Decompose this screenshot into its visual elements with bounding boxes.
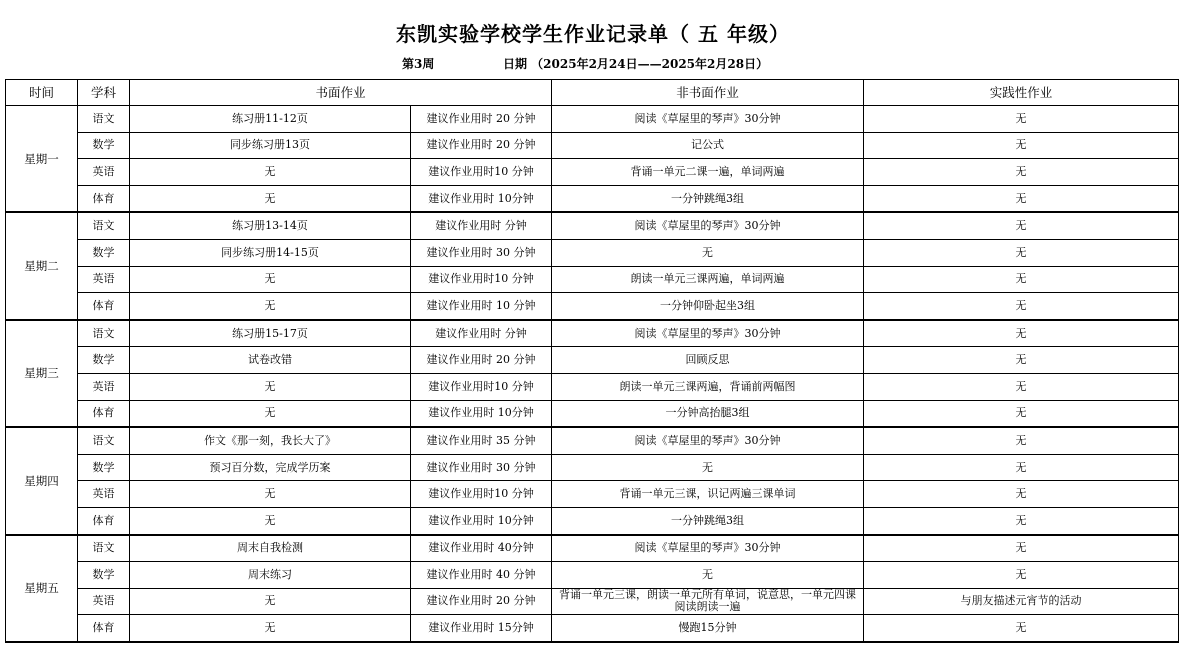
time-cell: 建议作业用时 20 分钟 (411, 106, 552, 133)
table-row (6, 347, 1179, 374)
table-row (6, 615, 1179, 642)
time-cell: 建议作业用时 15分钟 (411, 615, 552, 642)
subject-cell: 英语 (78, 159, 130, 186)
day-cell: 星期二 (6, 212, 78, 319)
time-cell: 建议作业用时 分钟 (411, 320, 552, 347)
written-cell: 无 (130, 588, 411, 615)
nonwritten-cell: 背诵一单元三课，朗读一单元所有单词，说意思，一单元四课阅读朗读一遍 (552, 588, 864, 615)
header-time: 时间 (6, 80, 78, 106)
nonwritten-cell: 无 (552, 454, 864, 481)
written-cell: 练习册15-17页 (130, 320, 411, 347)
nonwritten-cell: 阅读《草屋里的琴声》30分钟 (552, 320, 864, 347)
time-cell: 建议作业用时 10分钟 (411, 400, 552, 427)
written-cell: 无 (130, 400, 411, 427)
time-cell: 建议作业用时 35 分钟 (411, 427, 552, 454)
table-row (6, 266, 1179, 293)
nonwritten-cell: 回顾反思 (552, 347, 864, 374)
table-row (6, 212, 1179, 239)
nonwritten-cell: 朗读一单元三课两遍，单词两遍 (552, 266, 864, 293)
written-cell: 练习册13-14页 (130, 212, 411, 239)
subject-cell: 数学 (78, 239, 130, 266)
header-row (6, 80, 1179, 106)
table-row (6, 507, 1179, 534)
table-row (6, 132, 1179, 159)
written-cell: 无 (130, 185, 411, 212)
table-row (6, 293, 1179, 320)
homework-table (5, 79, 1179, 643)
written-cell: 预习百分数，完成学历案 (130, 454, 411, 481)
nonwritten-cell: 阅读《草屋里的琴声》30分钟 (552, 106, 864, 133)
practice-cell: 无 (864, 373, 1179, 400)
subject-cell: 体育 (78, 507, 130, 534)
practice-cell: 无 (864, 454, 1179, 481)
time-cell: 建议作业用时10 分钟 (411, 266, 552, 293)
page-title: 东凯实验学校学生作业记录单（ 五 年级） (396, 22, 790, 46)
practice-cell: 无 (864, 535, 1179, 562)
subject-cell: 数学 (78, 562, 130, 589)
practice-cell: 无 (864, 347, 1179, 374)
practice-cell: 无 (864, 212, 1179, 239)
nonwritten-cell: 慢跑15分钟 (552, 615, 864, 642)
practice-cell: 无 (864, 320, 1179, 347)
table-row (6, 481, 1179, 508)
table-row (6, 185, 1179, 212)
written-cell: 同步练习册13页 (130, 132, 411, 159)
written-cell: 无 (130, 615, 411, 642)
subject-cell: 英语 (78, 266, 130, 293)
subject-cell: 语文 (78, 427, 130, 454)
practice-cell: 无 (864, 293, 1179, 320)
nonwritten-cell: 背诵一单元三课，识记两遍三课单词 (552, 481, 864, 508)
practice-cell: 无 (864, 615, 1179, 642)
written-cell: 同步练习册14-15页 (130, 239, 411, 266)
subject-cell: 体育 (78, 293, 130, 320)
practice-cell: 无 (864, 106, 1179, 133)
day-cell: 星期三 (6, 320, 78, 427)
subject-cell: 英语 (78, 373, 130, 400)
practice-cell: 与朋友描述元宵节的活动 (864, 588, 1179, 615)
practice-cell: 无 (864, 266, 1179, 293)
time-cell: 建议作业用时 30 分钟 (411, 454, 552, 481)
nonwritten-cell: 阅读《草屋里的琴声》30分钟 (552, 535, 864, 562)
day-cell: 星期四 (6, 427, 78, 534)
nonwritten-cell: 阅读《草屋里的琴声》30分钟 (552, 212, 864, 239)
time-cell: 建议作业用时 20 分钟 (411, 132, 552, 159)
day-cell: 星期一 (6, 106, 78, 213)
written-cell: 无 (130, 159, 411, 186)
nonwritten-cell: 朗读一单元三课两遍，背诵前两幅图 (552, 373, 864, 400)
nonwritten-cell: 一分钟仰卧起坐3组 (552, 293, 864, 320)
table-row (6, 106, 1179, 133)
time-cell: 建议作业用时 30 分钟 (411, 239, 552, 266)
nonwritten-cell: 无 (552, 562, 864, 589)
subject-cell: 数学 (78, 347, 130, 374)
table-row (6, 400, 1179, 427)
nonwritten-cell: 一分钟跳绳3组 (552, 185, 864, 212)
practice-cell: 无 (864, 239, 1179, 266)
subject-cell: 语文 (78, 212, 130, 239)
written-cell: 无 (130, 373, 411, 400)
table-body (6, 106, 1179, 642)
subject-cell: 语文 (78, 106, 130, 133)
table-row (6, 373, 1179, 400)
practice-cell: 无 (864, 427, 1179, 454)
header-practice: 实践性作业 (864, 80, 1179, 106)
date-range: 日期 （2025年2月24日——2025年2月28日） (503, 57, 769, 71)
time-cell: 建议作业用时10 分钟 (411, 373, 552, 400)
time-cell: 建议作业用时 40 分钟 (411, 562, 552, 589)
written-cell: 周末自我检测 (130, 535, 411, 562)
table-row (6, 535, 1179, 562)
table-row (6, 320, 1179, 347)
time-cell: 建议作业用时 20 分钟 (411, 588, 552, 615)
subject-cell: 数学 (78, 132, 130, 159)
subject-cell: 体育 (78, 615, 130, 642)
nonwritten-cell: 无 (552, 239, 864, 266)
header-written: 书面作业 (130, 80, 552, 106)
subject-cell: 英语 (78, 588, 130, 615)
time-cell: 建议作业用时10 分钟 (411, 481, 552, 508)
nonwritten-cell: 阅读《草屋里的琴声》30分钟 (552, 427, 864, 454)
practice-cell: 无 (864, 132, 1179, 159)
time-cell: 建议作业用时 10分钟 (411, 185, 552, 212)
nonwritten-cell: 记公式 (552, 132, 864, 159)
day-cell: 星期五 (6, 535, 78, 642)
subject-cell: 体育 (78, 185, 130, 212)
week-label: 第3周 (402, 57, 435, 71)
written-cell: 作文《那一刻，我长大了》 (130, 427, 411, 454)
written-cell: 试卷改错 (130, 347, 411, 374)
table-row (6, 239, 1179, 266)
header-subject: 学科 (78, 80, 130, 106)
time-cell: 建议作业用时 40分钟 (411, 535, 552, 562)
written-cell: 无 (130, 481, 411, 508)
table-row (6, 454, 1179, 481)
time-cell: 建议作业用时 分钟 (411, 212, 552, 239)
subject-cell: 英语 (78, 481, 130, 508)
practice-cell: 无 (864, 185, 1179, 212)
time-cell: 建议作业用时10 分钟 (411, 159, 552, 186)
table-row (6, 427, 1179, 454)
header-nonwritten: 非书面作业 (552, 80, 864, 106)
nonwritten-cell: 一分钟高抬腿3组 (552, 400, 864, 427)
time-cell: 建议作业用时 20 分钟 (411, 347, 552, 374)
written-cell: 无 (130, 507, 411, 534)
table-row (6, 159, 1179, 186)
practice-cell: 无 (864, 507, 1179, 534)
subject-cell: 语文 (78, 320, 130, 347)
practice-cell: 无 (864, 159, 1179, 186)
subject-cell: 体育 (78, 400, 130, 427)
written-cell: 无 (130, 293, 411, 320)
table-row (6, 588, 1179, 615)
practice-cell: 无 (864, 562, 1179, 589)
written-cell: 练习册11-12页 (130, 106, 411, 133)
subject-cell: 数学 (78, 454, 130, 481)
nonwritten-cell: 背诵一单元二课一遍，单词两遍 (552, 159, 864, 186)
subtitle-row (0, 55, 1186, 73)
practice-cell: 无 (864, 400, 1179, 427)
nonwritten-cell: 一分钟跳绳3组 (552, 507, 864, 534)
time-cell: 建议作业用时 10分钟 (411, 507, 552, 534)
time-cell: 建议作业用时 10 分钟 (411, 293, 552, 320)
subject-cell: 语文 (78, 535, 130, 562)
written-cell: 无 (130, 266, 411, 293)
practice-cell: 无 (864, 481, 1179, 508)
written-cell: 周末练习 (130, 562, 411, 589)
table-row (6, 562, 1179, 589)
